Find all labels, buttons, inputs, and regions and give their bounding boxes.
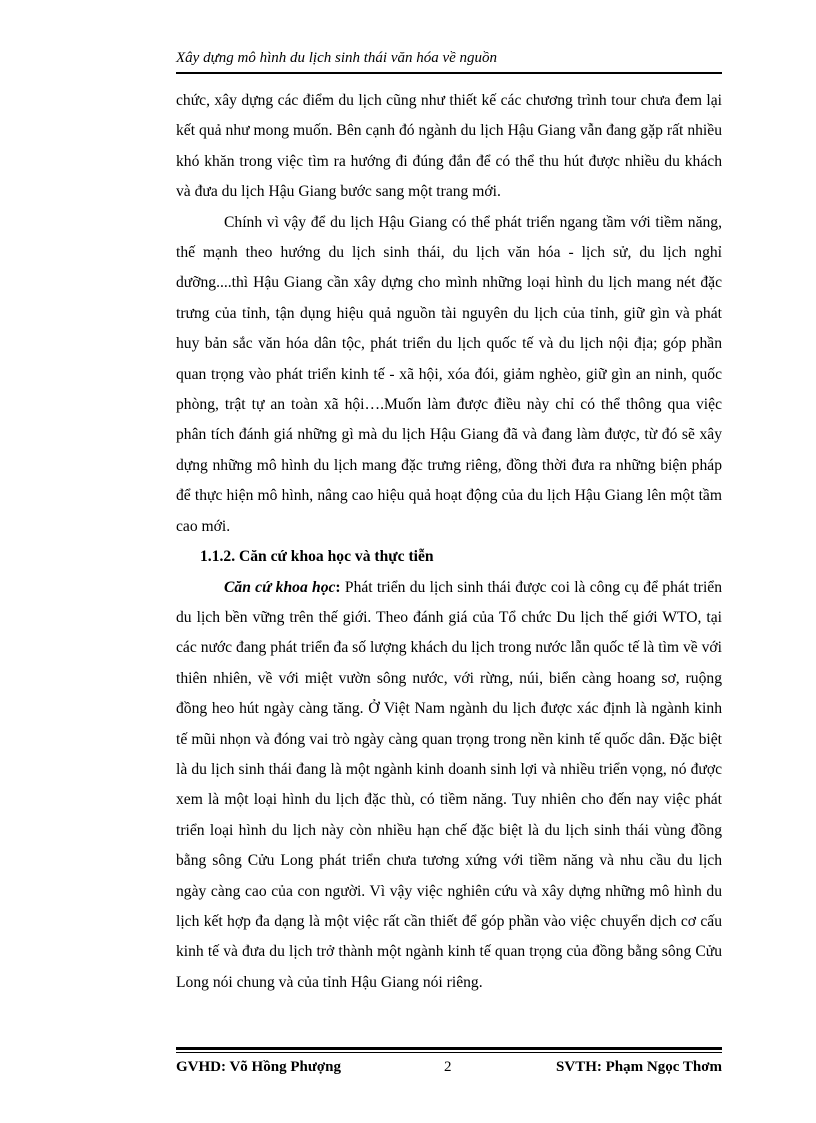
header-rule xyxy=(176,72,722,74)
paragraph-lead-term: Căn cứ khoa học xyxy=(224,578,336,596)
page-number: 2 xyxy=(444,1059,452,1075)
section-heading: 1.1.2. Căn cứ khoa học và thực tiễn xyxy=(200,548,434,566)
footer-rule-thick xyxy=(176,1047,722,1050)
page-footer xyxy=(176,1056,722,1078)
paragraph-continuation: chức, xây dựng các điểm du lịch cũng như thiết kế các chương trình tour chưa đem lại kết quả như mong muốn. Bên cạnh đó ngành du lịch Hậu Giang vẫn đang gặp rất nhiều khó khăn trong việc tìm ra hướng đi đúng đắn để có thể thu hút được nhiều du khách và đưa du lịch Hậu Giang bước sang một trang mới. xyxy=(176,92,722,201)
paragraph-development: Chính vì vậy để du lịch Hậu Giang có thể phát triển ngang tầm với tiềm năng, thế mạnh theo hướng du lịch sinh thái, du lịch văn hóa - lịch sử, du lịch nghỉ dưỡng....thì Hậu Giang cần xây dựng cho mình những loại hình du lịch mang nét đặc trưng của tỉnh, tận dụng hiệu quả nguồn tài nguyên du lịch của tỉnh, giữ gìn và phát huy bản sắc văn hóa dân tộc, phát triển du lịch quốc tế và du lịch nội địa; góp phần quan trọng vào phát triển kinh tế - xã hội, xóa đói, giảm nghèo, giữ gìn an ninh, quốc phòng, trật tự an toàn xã hội….Muốn làm được điều này chỉ có thể thông qua việc phân tích đánh giá những gì mà du lịch Hậu Giang đã và đang làm được, từ đó sẽ xây dựng những mô hình du lịch mang đặc trưng riêng, đồng thời đưa ra những biện pháp để thực hiện mô hình, nâng cao hiệu quả hoạt động của du lịch Hậu Giang lên một tầm cao mới. xyxy=(176,213,722,535)
footer-student: SVTH: Phạm Ngọc Thơm xyxy=(556,1059,722,1075)
paragraph-scientific-basis-text: Phát triển du lịch sinh thái được coi là công cụ để phát triển du lịch bền vững trên thế giới. Theo đánh giá của Tổ chức Du lịch thế giới WTO, tại các nước đang phát triển đa số lượng khách du lịch trong nước lẫn quốc tế là tìm về với thiên nhiên, về với miệt vườn sông nước, với rừng, núi, biển càng hoang sơ, ruộng đồng heo hút ngày càng tăng. Ở Việt Nam ngành du lịch được xác định là ngành kinh tế mũi nhọn và đóng vai trò ngày càng quan trọng trong nền kinh tế quốc dân. Đặc biệt là du lịch sinh thái đang là một ngành kinh doanh sinh lợi và nhiều triển vọng, nó được xem là một loại hình du lịch đặc thù, có tiềm năng. Tuy nhiên cho đến nay việc phát triển loại hình du lịch này còn nhiều hạn chế đặc biệt là du lịch sinh thái vùng đồng bằng sông Cửu Long phát triển chưa tương xứng với tiềm năng và nhu cầu du lịch ngày càng cao của con người. Vì vậy việc nghiên cứu và xây dựng những mô hình du lịch kết hợp đa dạng là một việc rất cần thiết để góp phần vào việc chuyển dịch cơ cấu kinh tế và đưa du lịch trở thành một ngành kinh tế quan trọng của đồng bằng sông Cửu Long nói chung và của tỉnh Hậu Giang nói riêng. xyxy=(176,578,722,991)
footer-advisor: GVHD: Võ Hồng Phượng xyxy=(176,1059,341,1075)
document-body xyxy=(176,86,722,998)
running-header: Xây dựng mô hình du lịch sinh thái văn hóa về nguồn xyxy=(176,50,498,66)
lead-colon: : xyxy=(335,578,341,596)
paragraph-scientific-basis xyxy=(176,573,722,999)
footer-rule-thin xyxy=(176,1052,722,1053)
